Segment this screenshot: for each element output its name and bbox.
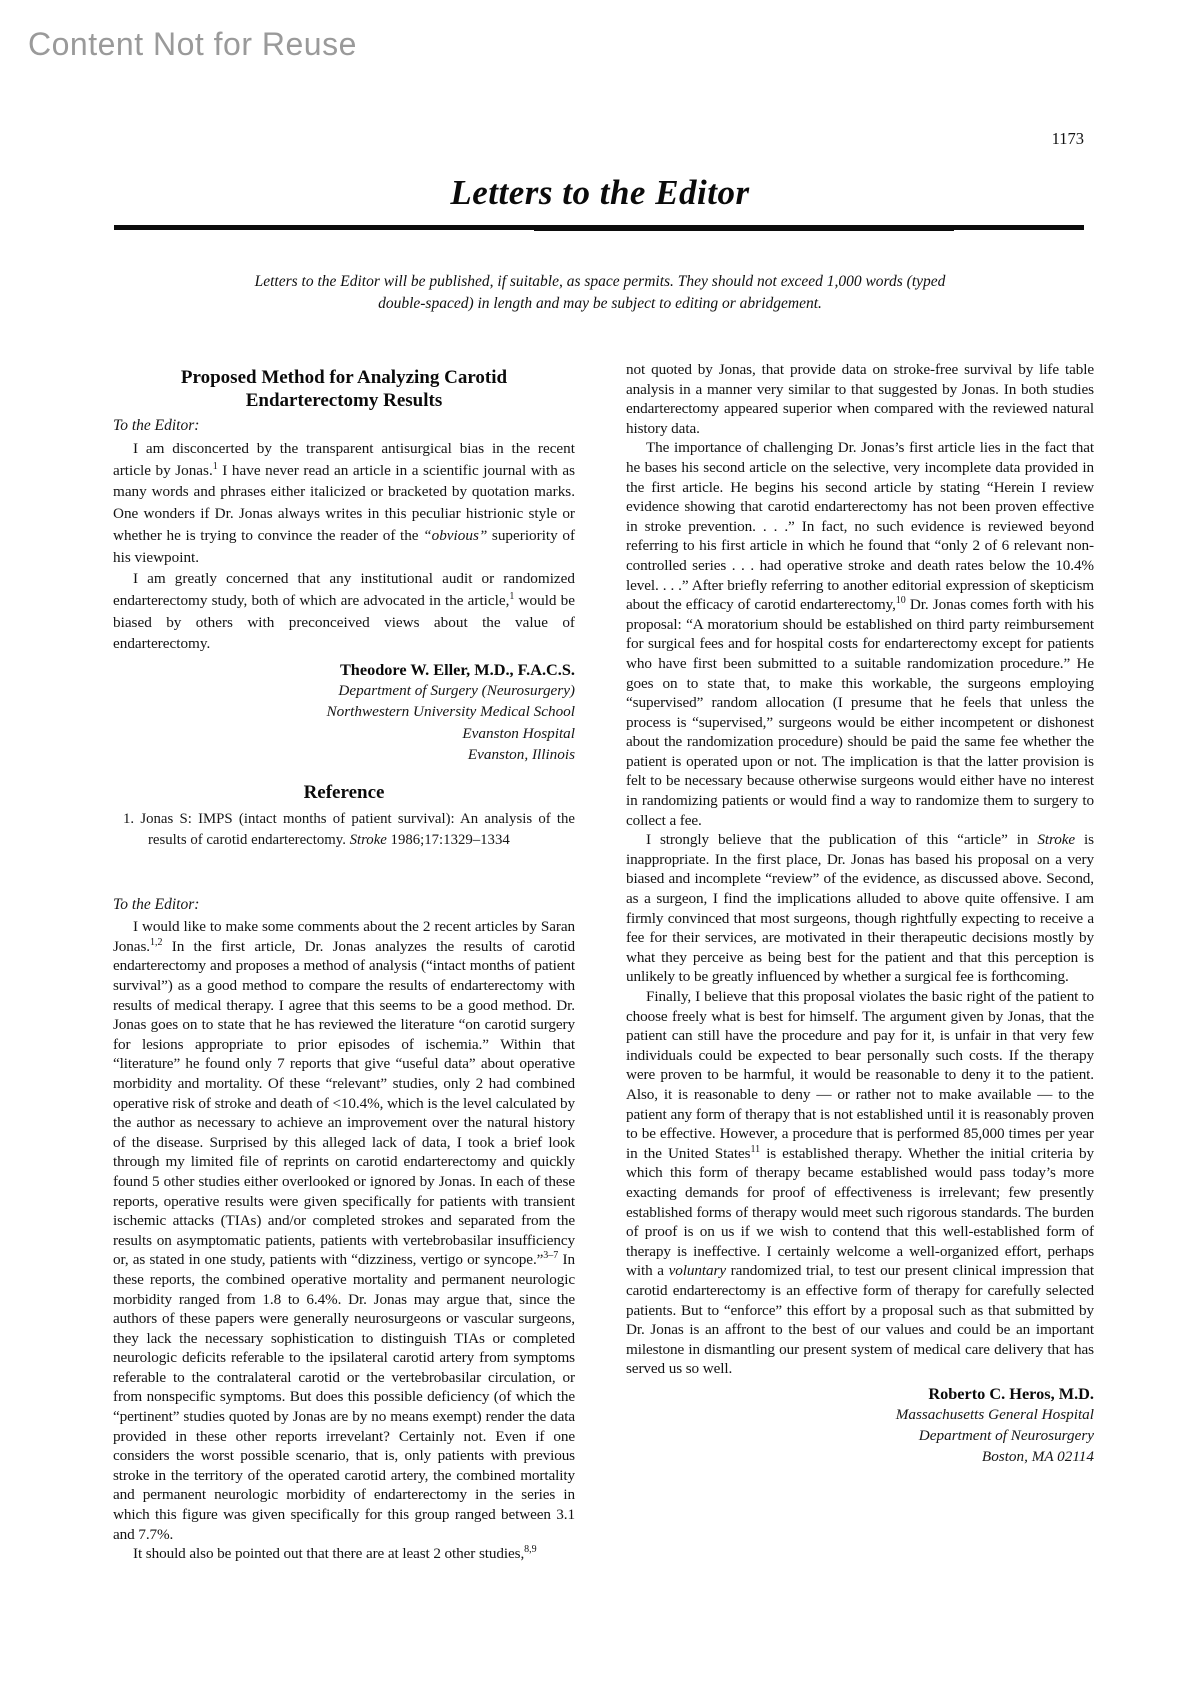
signature-name: Roberto C. Heros, M.D. [928,1383,1094,1403]
editor-notice: Letters to the Editor will be published, if suitable, as space permits. They should not exceed 1,000 words (typed double-spaced) in length and may be subject to editing or abridgement. [254,273,946,312]
signature-name: Theodore W. Eller, M.D., F.A.C.S. [339,660,575,680]
letter1-paragraph: I am disconcerted by the transparent antisurgical bias in the recent article by Jonas.$^1$ I have never read an article in a scientific journal with as many words and phrases either italicized or bracketed by quotation marks. One wonders if Dr. Jonas always writes in this peculiar histrionic style or whether he is trying to convince the reader of the “obvious” superiority of his viewpoint. [113,440,576,566]
letter1-heading: Proposed Method for Analyzing Carotid Endarterectomy Results [180,367,508,411]
left-column [113,360,575,1564]
page-title: Letters to the Editor [450,173,750,212]
letter2-paragraph: The importance of challenging Dr. Jonas’s first article lies in the fact that he bases his second article on the selective, very incomplete data provided in the first article. He begins his second article by stating “Herein I review evidence showing that carotid endarterectomy has not been proven effective in stroke prevention. . . .” In fact, no such evidence is reviewed beyond referring to his first article in which he found that “only 2 of 6 relevant non-controlled series . . . had operative stroke and death rates below the 10.4% level. . . .” After briefly referring to another editorial expression of skepticism about the efficacy of carotid endarterectomy,$^{10}$ Dr. Jonas comes forth with his proposal: “A moratorium should be established on third party reimbursement for surgical fees and for hospital costs for endarterectomy except for patients who have first been submitted to a suitable randomization procedure.” He goes on to state that, to make this workable, the surgeons employing “supervised” random allocation (I presume that he feels that unless the process is “supervised,” surgeons would be either incompetent or dishonest about the randomization procedure) should be paid the same fee whether the patient is operated upon or not. The implication is that the latter provision is felt to be necessary because otherwise surgeons would either have no interest in randomizing patients or would find a way to randomize them to surgery to collect a fee. [626,439,1094,829]
signature-line: Evanston, Illinois [467,745,575,763]
signature-line: Department of Surgery (Neurosurgery) [338,682,575,700]
letter2-paragraph: I strongly believe that the publication of this “article” in Stroke is inappropriate. In the first place, Dr. Jonas has based his proposal on a very biased and incomplete “review” of the evidence, as discussed above. Second, as a surgeon, I find the implications alluded to above quite offensive. I am firmly convinced that most surgeons, though rightfully expecting to receive a fee for their services, are motivated in their therapeutic decisions mostly by what they perceive as being best for the patient and that this perception is unlikely to be greatly influenced by whether a surgical fee is forthcoming. [626,831,1094,986]
right-column [626,360,1094,1564]
signature-line: Department of Neurosurgery [918,1427,1094,1445]
letter2-paragraph: I would like to make some comments about the 2 recent articles by Saran Jonas.$^{1,2}$ In the first article, Dr. Jonas analyzes the results of carotid endarterectomy and proposes a method of analysis (“intact months of patient survival”) as a good method to compare the results of endarterectomy with results of medical therapy. I agree that this seems to be a good method. Dr. Jonas goes on to state that he has reviewed the literature “on carotid surgery for lesions appropriate to prior episodes of ischemia.” Within that “literature” he found only 7 reports that give “useful data” about operative morbidity and mortality. Of these “relevant” studies, only 2 had combined operative risk of stroke and death of <10.4%, which is the level calculated by the author as necessary to achieve an improvement over the natural history of the disease. Surprised by this alleged lack of data, I took a brief look through my limited file of reprints on carotid endarterectomy and quickly found 5 other studies either overlooked or ignored by Jonas. In each of these reports, operative results were given specifically for patients with transient ischemic attacks (TIAs) and/or completed strokes and separated from the results on asymptomatic patients, patients with vertebrobasilar insufficiency or, as stated in one study, patients with “dizziness, vertigo or syncope.”$^{3-7}$ In these reports, the combined operative mortality and permanent neurologic morbidity ranged from 1.8 to 6.4%. Dr. Jonas may argue that, since the authors of these papers were generally neurosurgeons or vascular surgeons, they lack the necessary sophistication to distinguish TIAs or completed neurologic deficits referable to the ipsilateral carotid artery from symptoms referable to the contralateral carotid or the vertebrobasilar circulation, or from nonspecific symptoms. But does this possible deficiency (of which the “pertinent” studies quoted by Jonas are by no means exempt) render the data provided in these other reports irrevelant? Certainly not. Even if one considers the worst possible scenario, that is, only patients with previous stroke in the territory of the operated carotid artery, the combined mortality and permanent neurologic morbidity of endarterectomy in the series in which this figure was given specifically for this group ranged between 3.1 and 7.7%. [113,918,576,1543]
page-number: 1173 [1051,129,1084,148]
letter2-paragraph: Finally, I believe that this proposal violates the basic right of the patient to choose freely what is best for himself. The argument given by Jonas, that the patient can still have the procedure and pay for it, is unfair in that very few individuals could be expected to bear personally such costs. If the therapy were proven to be harmful, it would be reasonable to deny it to the patient. Also, it is reasonable to deny — or rather not to make available — to the patient any form of therapy that is not established until it is reasonably proven to be effective. However, a procedure that is performed 85,000 times per year in the United States$^{11}$ is established therapy. Whether the initial criteria by which this form of therapy became established would pass today’s more exacting demands for proof of effectiveness is irrelevant; few presently established forms of therapy would meet such rigorous standards. The burden of proof is on us if we wish to contend that this well-established form of therapy is ineffective. I certainly welcome a well-organized effort, perhaps with a voluntary randomized trial, to test our present clinical impression that carotid endarterectomy is an effective form of therapy for carefully selected patients. But to “enforce” this effort by a proposal such as that submitted by Dr. Jonas is an affront to the best of our values and could be an important milestone in dismantling our present system of medical care delivery that has served us so well. [626,988,1094,1378]
signature-line: Boston, MA 02114 [981,1448,1094,1466]
signature-line: Evanston Hospital [462,724,575,742]
reference-heading: Reference [303,782,385,804]
signature-line: Massachusetts General Hospital [895,1405,1094,1423]
two-column-body [113,360,1094,1564]
reference-item: 1. Jonas S: IMPS (intact months of patient survival): An analysis of the results of carotid endarterectomy. Stroke 1986;17:1329–1334 [123,811,575,848]
signature-line: Northwestern University Medical School [326,703,575,721]
letter2-salutation: To the Editor: [113,896,200,914]
letter2-signature [626,1383,1094,1468]
watermark-text: Content Not for Reuse [28,26,357,62]
letter2-paragraph-continued: not quoted by Jonas, that provide data on stroke-free survival by life table analysis in a manner very similar to that suggested by Jonas. In both studies endarterectomy appeared superior when compared with the reviewed natural history data. [626,361,1094,437]
title-rule [114,225,1084,230]
letter1-salutation: To the Editor: [113,417,200,434]
letter2-paragraph: It should also be pointed out that there are at least 2 other studies,$^{8,9}$ [133,1544,537,1563]
letter1-paragraph: I am greatly concerned that any institutional audit or randomized endarterectomy study, both of which are advocated in the article,$^1$ would be biased by others with preconceived views about the value of endarterectomy. [113,570,575,653]
letter1-signature [113,659,575,765]
